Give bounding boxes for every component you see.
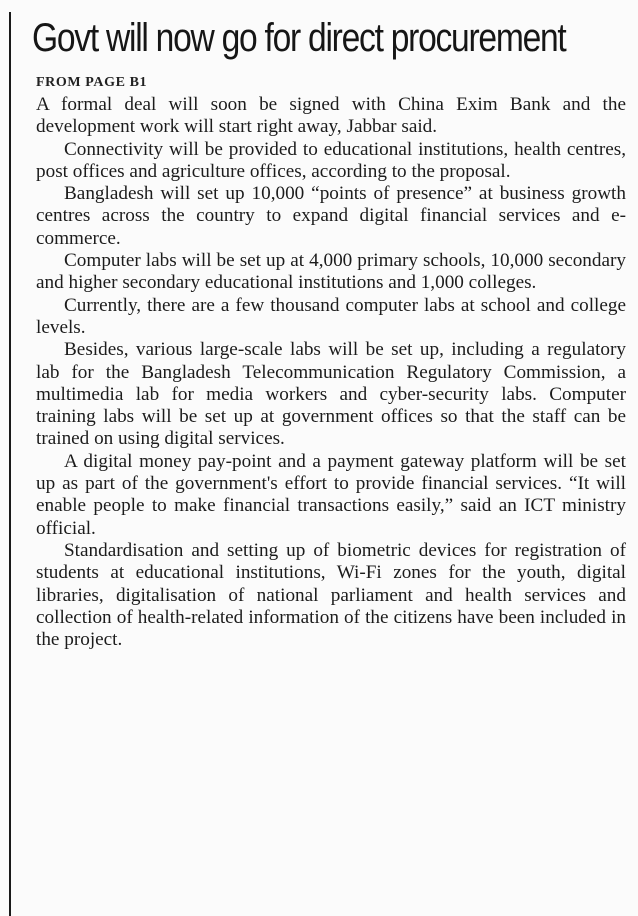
paragraph: Standardisation and setting up of biometric devices for registration of students at educational institutions, Wi-Fi zones for the youth, digital libraries, digitalisation of national parliament and health services and collection of health-related information of the citizens have been included in the project. [36, 539, 626, 651]
article-body [36, 94, 626, 651]
paragraph: A formal deal will soon be signed with China Exim Bank and the development work will start right away, Jabbar said. [36, 94, 626, 138]
paragraph: Bangladesh will set up 10,000 “points of presence” at business growth centres across the country to expand digital financial services and e-commerce. [36, 183, 626, 249]
column-rule [9, 12, 11, 916]
jump-line: FROM PAGE B1 [36, 75, 148, 90]
paragraph: A digital money pay-point and a payment gateway platform will be set up as part of the government's effort to provide financial services. “It will enable people to make financial transactions easily,” said an ICT ministry official. [36, 450, 626, 539]
paragraph: Besides, various large-scale labs will be set up, including a regulatory lab for the Bangladesh Telecommunication Regulatory Commission, a multimedia lab for media workers and cyber-security labs. Computer training labs will be set up at government offices so that the staff can be trained on using digital services. [36, 339, 626, 450]
paragraph: Connectivity will be provided to educational institutions, health centres, post offices and agriculture offices, according to the proposal. [36, 138, 626, 182]
headline: Govt will now go for direct procurement [32, 16, 566, 60]
paragraph: Currently, there are a few thousand computer labs at school and college levels. [36, 294, 626, 338]
paragraph: Computer labs will be set up at 4,000 primary schools, 10,000 secondary and higher secondary educational institutions and 1,000 colleges. [36, 250, 626, 294]
